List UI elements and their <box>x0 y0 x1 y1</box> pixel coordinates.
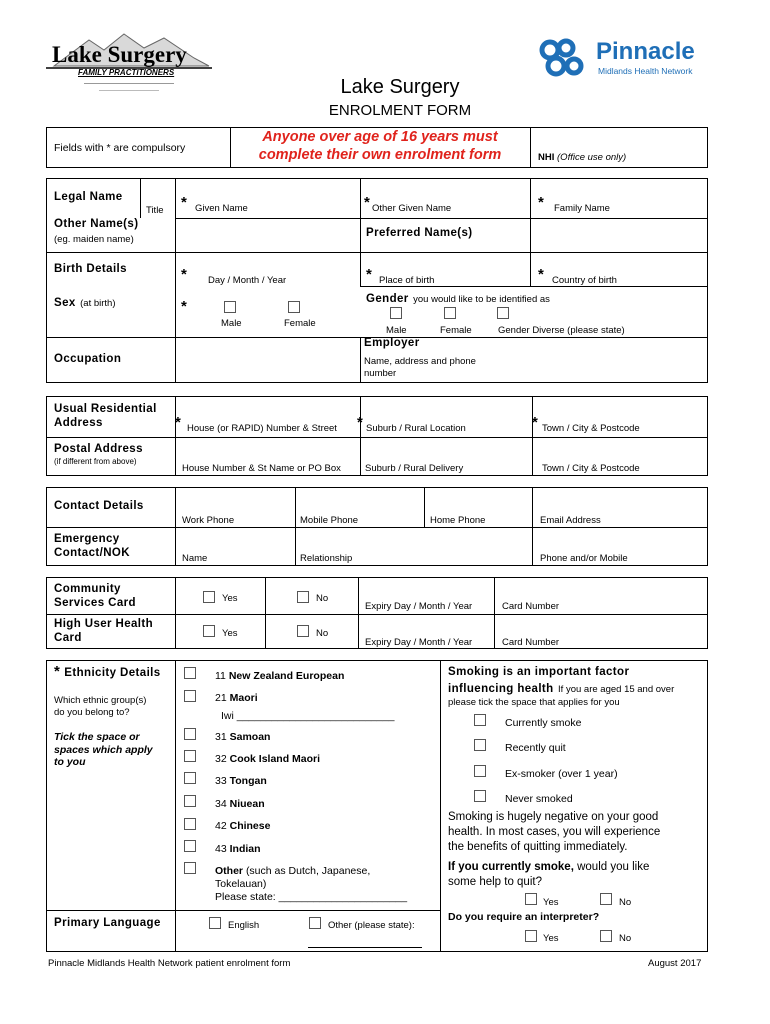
ethnicity-42-code: 42 <box>215 820 227 832</box>
given-name-field[interactable] <box>176 179 359 217</box>
occupation-label: Occupation <box>54 353 122 365</box>
place-of-birth-star: * <box>366 266 372 283</box>
ethnicity-43-option <box>215 843 261 855</box>
other-names-label: Other Name(s) <box>54 218 139 230</box>
emergency-line1: Emergency <box>54 533 120 545</box>
csc-yes-checkbox[interactable] <box>203 591 215 603</box>
nhi-note: (Office use only) <box>557 152 627 163</box>
quit-help-no-checkbox[interactable] <box>600 893 612 905</box>
ethnicity-tick-line3: to you <box>54 756 86 768</box>
sex-label <box>54 293 116 311</box>
place-of-birth-field[interactable] <box>361 253 529 285</box>
smoking-heading-line1: Smoking is an important factor <box>448 666 630 678</box>
ethnicity-21-checkbox[interactable] <box>184 690 196 702</box>
home-phone-field[interactable] <box>425 488 531 526</box>
sex-text: Sex <box>54 297 76 309</box>
ethnicity-31-label: Samoan <box>229 731 271 743</box>
csc-yes-label: Yes <box>222 593 238 604</box>
mobile-phone-label: Mobile Phone <box>300 515 359 526</box>
huhc-yes-checkbox[interactable] <box>203 625 215 637</box>
language-other-label: Other (please state): <box>328 920 415 931</box>
preferred-names-label: Preferred Name(s) <box>366 227 473 239</box>
ethnicity-11-code: 11 <box>215 670 226 682</box>
huhc-line2: Card <box>54 632 82 644</box>
other-names-field[interactable] <box>176 219 359 251</box>
employer-hint-line2: number <box>364 368 397 379</box>
employer-hint <box>364 356 476 380</box>
family-name-star: * <box>538 194 544 211</box>
ethnicity-other-please-state[interactable]: Please state: ______________________ <box>215 891 408 903</box>
nhi-field[interactable] <box>531 128 707 148</box>
ethnicity-11-label: New Zealand European <box>228 670 345 682</box>
pinnacle-logo-sub: Midlands Health Network <box>598 66 693 76</box>
ethnicity-42-checkbox[interactable] <box>184 818 196 830</box>
pinnacle-symbol-icon <box>538 38 590 80</box>
sex-male-label: Male <box>221 318 242 329</box>
iwi-field[interactable]: Iwi ___________________________ <box>221 710 395 722</box>
quit-help-line2: some help to quit? <box>448 876 542 888</box>
page-subtitle: ENROLMENT FORM <box>328 102 472 119</box>
age-notice-line2: complete their own enrolment form <box>258 147 502 163</box>
preferred-names-field[interactable] <box>531 219 707 251</box>
ethnicity-42-option <box>215 820 270 832</box>
ethnicity-21-code: 21 <box>215 692 227 704</box>
compulsory-note: Fields with * are compulsory <box>54 142 186 154</box>
ethnicity-11-option <box>215 670 344 682</box>
quit-help-no-label: No <box>619 897 632 908</box>
ethnicity-32-option <box>215 753 320 765</box>
ethnicity-question <box>54 695 146 719</box>
csc-no-checkbox[interactable] <box>297 591 309 603</box>
residential-line1: Usual Residential <box>54 403 157 415</box>
ethnicity-31-checkbox[interactable] <box>184 728 196 740</box>
ethnicity-43-label: Indian <box>229 843 261 855</box>
other-given-name-label: Other Given Name <box>372 203 452 214</box>
smoking-negative-line2: health. In most cases, you will experience <box>448 826 661 838</box>
ethnicity-42-label: Chinese <box>229 820 271 832</box>
contact-details-label: Contact Details <box>54 500 144 512</box>
country-of-birth-field[interactable] <box>531 253 707 285</box>
dob-field[interactable] <box>176 253 359 285</box>
smoking-current-checkbox[interactable] <box>474 714 486 726</box>
email-label: Email Address <box>540 515 601 526</box>
work-phone-field[interactable] <box>176 488 294 526</box>
other-names-hint: (eg. maiden name) <box>54 234 134 245</box>
ethnicity-32-code: 32 <box>215 753 227 765</box>
postal-house-field[interactable] <box>176 438 359 475</box>
postal-suburb-label: Suburb / Rural Delivery <box>365 463 464 474</box>
smoking-recent-label: Recently quit <box>505 742 566 754</box>
other-given-name-star: * <box>364 194 370 211</box>
csc-card-number-field[interactable] <box>495 578 707 613</box>
family-name-field[interactable] <box>531 179 707 217</box>
quit-help-yes-checkbox[interactable] <box>525 893 537 905</box>
family-name-label: Family Name <box>554 203 610 214</box>
employer-hint-line1: Name, address and phone <box>364 356 476 367</box>
smoking-recent-checkbox[interactable] <box>474 739 486 751</box>
lake-surgery-logo-name: Lake Surgery <box>52 42 187 67</box>
dob-star: * <box>181 266 187 283</box>
smoking-tick-note: please tick the space that applies for you <box>448 697 620 708</box>
gender-hint: you would like to be identified as <box>413 294 550 305</box>
nok-phone-label: Phone and/or Mobile <box>540 553 628 564</box>
quit-help-rest: would you like <box>577 861 650 873</box>
huhc-no-label: No <box>316 628 329 639</box>
smoking-ex-label: Ex-smoker (over 1 year) <box>505 768 618 780</box>
ethnicity-43-code: 43 <box>215 843 227 855</box>
home-phone-label: Home Phone <box>430 515 486 526</box>
ethnicity-tick-line2: spaces which apply <box>54 743 153 756</box>
nhi-label <box>538 152 626 163</box>
ethnicity-other-examples: (such as Dutch, Japanese, <box>245 865 371 877</box>
email-field[interactable] <box>533 488 707 526</box>
ethnicity-other-option <box>215 865 407 904</box>
ethnicity-other-label: Other <box>215 865 244 877</box>
ethnicity-heading <box>54 663 161 681</box>
postal-town-label: Town / City & Postcode <box>542 463 640 474</box>
huhc-line1: High User Health <box>54 618 154 630</box>
csc-expiry-label: Expiry Day / Month / Year <box>365 601 473 612</box>
sex-female-label: Female <box>284 318 316 329</box>
huhc-expiry-label: Expiry Day / Month / Year <box>365 637 473 648</box>
ethnicity-tick-instruction <box>54 731 153 769</box>
nok-name-field[interactable] <box>176 528 294 565</box>
gender-diverse-checkbox[interactable] <box>497 307 509 319</box>
town-label: Town / City & Postcode <box>542 423 640 434</box>
postal-hint: (if different from above) <box>54 457 137 466</box>
lake-surgery-logo-sub: FAMILY PRACTITIONERS <box>78 68 175 77</box>
gender-male-label: Male <box>386 325 407 336</box>
huhc-expiry-field[interactable] <box>359 615 493 648</box>
ethnicity-11-checkbox[interactable] <box>184 667 196 679</box>
gender-text: Gender <box>366 293 409 305</box>
title-field[interactable] <box>141 179 174 217</box>
postal-suburb-field[interactable] <box>361 438 531 475</box>
house-label: House (or RAPID) Number & Street <box>187 423 337 434</box>
other-given-name-field[interactable] <box>361 179 529 217</box>
sex-star: * <box>181 298 187 315</box>
mobile-phone-field[interactable] <box>296 488 423 526</box>
quit-help-bold: If you currently smoke, <box>448 861 574 873</box>
csc-card-number-label: Card Number <box>502 601 560 612</box>
language-english-checkbox[interactable] <box>209 917 221 929</box>
csc-line1: Community <box>54 583 121 595</box>
pinnacle-logo <box>538 38 708 80</box>
ethnicity-32-label: Cook Island Maori <box>229 753 321 765</box>
sex-hint: (at birth) <box>80 298 116 309</box>
csc-label <box>54 582 136 610</box>
postal-town-field[interactable] <box>533 438 707 475</box>
residential-line2: Address <box>54 417 103 429</box>
interpreter-yes-label: Yes <box>543 933 559 944</box>
nok-name-label: Name <box>182 553 208 564</box>
footer-right: August 2017 <box>648 958 702 969</box>
legal-name-label: Legal Name <box>54 191 123 203</box>
ethnicity-other-examples-line2: Tokelauan) <box>215 878 267 890</box>
emergency-label <box>54 532 130 560</box>
smoking-heading-line2: influencing health <box>448 683 554 695</box>
smoking-current-label: Currently smoke <box>505 717 582 729</box>
smoking-negative-line1: Smoking is hugely negative on your good <box>448 811 659 823</box>
interpreter-yes-checkbox[interactable] <box>525 930 537 942</box>
employer-label: Employer <box>364 337 420 349</box>
smoking-negative-line3: the benefits of quitting immediately. <box>448 841 628 853</box>
quit-help-question <box>448 860 649 890</box>
gender-female-checkbox[interactable] <box>444 307 456 319</box>
ethnicity-21-option <box>215 692 258 704</box>
huhc-label <box>54 617 153 645</box>
interpreter-no-label: No <box>619 933 632 944</box>
ethnicity-43-checkbox[interactable] <box>184 840 196 852</box>
language-other-checkbox[interactable] <box>309 917 321 929</box>
ethnicity-34-option <box>215 798 265 810</box>
age-notice <box>232 128 528 164</box>
residential-label <box>54 402 157 430</box>
ethnicity-heading-text: Ethnicity Details <box>64 667 161 679</box>
footer-left: Pinnacle Midlands Health Network patient enrolment form <box>48 958 291 969</box>
country-of-birth-star: * <box>538 266 544 283</box>
title-label: Title <box>146 205 164 216</box>
work-phone-label: Work Phone <box>182 515 235 526</box>
smoking-never-label: Never smoked <box>505 793 573 805</box>
csc-no-label: No <box>316 593 329 604</box>
ethnicity-33-checkbox[interactable] <box>184 772 196 784</box>
occupation-field[interactable] <box>176 338 359 382</box>
interpreter-question: Do you require an interpreter? <box>448 911 600 923</box>
age-notice-line1: Anyone over age of 16 years must <box>262 129 498 145</box>
huhc-yes-label: Yes <box>222 628 238 639</box>
given-name-star: * <box>181 194 187 211</box>
smoking-ex-checkbox[interactable] <box>474 765 486 777</box>
ethnicity-33-code: 33 <box>215 775 227 787</box>
suburb-star: * <box>357 414 363 431</box>
smoking-negative-note <box>448 810 660 855</box>
page-title: Lake Surgery <box>340 76 460 98</box>
sex-female-checkbox[interactable] <box>288 301 300 313</box>
ethnicity-34-label: Niuean <box>229 798 265 810</box>
suburb-label: Suburb / Rural Location <box>366 423 466 434</box>
csc-expiry-field[interactable] <box>359 578 493 613</box>
ethnicity-21-label: Maori <box>229 692 258 704</box>
postal-house-label: House Number & St Name or PO Box <box>182 463 341 474</box>
nok-phone-field[interactable] <box>533 528 707 565</box>
huhc-card-number-label: Card Number <box>502 637 560 648</box>
ethnicity-31-option <box>215 731 270 743</box>
given-name-label: Given Name <box>195 203 248 214</box>
gender-female-label: Female <box>440 325 472 336</box>
ethnicity-other-checkbox[interactable] <box>184 862 196 874</box>
ethnicity-33-label: Tongan <box>229 775 267 787</box>
language-other-field[interactable] <box>308 947 422 948</box>
employer-field[interactable] <box>500 338 707 382</box>
gender-diverse-label: Gender Diverse (please state) <box>498 325 625 336</box>
birth-details-label: Birth Details <box>54 263 127 275</box>
language-english-label: English <box>228 920 260 931</box>
smoking-age-note: If you are aged 15 and over <box>558 684 675 695</box>
sex-male-checkbox[interactable] <box>224 301 236 313</box>
place-of-birth-label: Place of birth <box>379 275 435 286</box>
postal-label: Postal Address <box>54 443 143 455</box>
smoking-heading <box>448 666 704 708</box>
smoking-never-checkbox[interactable] <box>474 790 486 802</box>
town-field[interactable] <box>533 397 707 436</box>
nhi-text: NHI <box>538 152 555 163</box>
huhc-no-checkbox[interactable] <box>297 625 309 637</box>
nok-relationship-label: Relationship <box>300 553 353 564</box>
ethnicity-tick-line1: Tick the space or <box>54 731 140 743</box>
house-star: * <box>175 414 181 431</box>
pinnacle-logo-name: Pinnacle <box>596 38 695 65</box>
primary-language-label: Primary Language <box>54 917 161 929</box>
csc-line2: Services Card <box>54 597 136 609</box>
emergency-line2: Contact/NOK <box>54 547 130 559</box>
huhc-card-number-field[interactable] <box>495 615 707 648</box>
ethnicity-question-line1: Which ethnic group(s) <box>54 695 147 706</box>
suburb-field[interactable] <box>361 397 531 436</box>
quit-help-yes-label: Yes <box>543 897 559 908</box>
house-field[interactable] <box>176 397 359 436</box>
ethnicity-33-option <box>215 775 267 787</box>
town-star: * <box>532 414 538 431</box>
nok-relationship-field[interactable] <box>296 528 531 565</box>
gender-label <box>366 289 550 307</box>
ethnicity-question-line2: do you belong to? <box>54 707 130 718</box>
ethnicity-32-checkbox[interactable] <box>184 750 196 762</box>
ethnicity-34-checkbox[interactable] <box>184 795 196 807</box>
ethnicity-31-code: 31 <box>215 731 227 743</box>
dob-label: Day / Month / Year <box>208 275 287 286</box>
ethnicity-34-code: 34 <box>215 798 227 810</box>
gender-male-checkbox[interactable] <box>390 307 402 319</box>
ethnicity-star: * <box>54 663 60 680</box>
interpreter-no-checkbox[interactable] <box>600 930 612 942</box>
country-of-birth-label: Country of birth <box>552 275 617 286</box>
